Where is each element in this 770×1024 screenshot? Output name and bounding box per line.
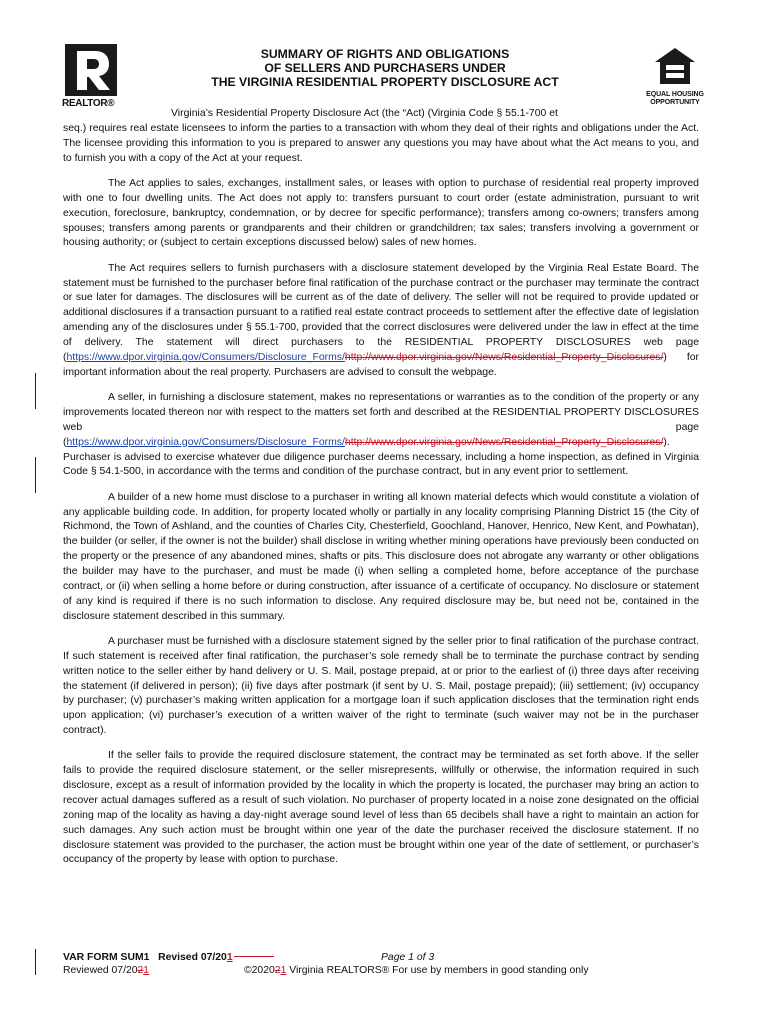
disclosure-forms-link[interactable]: https://www.dpor.virginia.gov/Consumers/Disclosure_Forms/ [66,351,345,363]
revision-change-bar [35,373,36,409]
realtor-label: REALTOR® [62,98,115,109]
paragraph-act-intro: Virginia’s Residential Property Disclosure Act (the “Act) (Virginia Code § 55.1-700 et seq.) requires real estate licensees to inform the parties to a transaction with whom they deal of their rights and obligations under the Act. The licensee providing this information to you is prepared to answer any questions you may have about what the Act means to you, and to furnish you with a copy of the Act at your request. [63,108,699,164]
equal-housing-text: EQUAL HOUSING OPPORTUNITY [646,91,704,106]
equal-housing-logo [645,46,705,107]
paragraph-act-applies: The Act applies to sales, exchanges, installment sales, or leases with option to purchase of residential real property improved with one to four dwelling units. The Act does not apply to: transfers pursuant to court order (estate administration, pursuant to writ execution, foreclosure, bankruptcy, condemnation, or by decree for specific performance); transfers among co-owners; transfers among spouses; transfers among parents or grandparents and their children or grandchildren; tax sales; transfers involving a government or housing authority; or (subject to certain exceptions discussed below) sales of new homes. [63,177,699,249]
copyright-notice: ©202021 Virginia REALTORS® For use by members in good standing only [244,965,589,976]
deleted-old-link: http://www.dpor.virginia.gov/News/Residential_Property_Disclosures/ [344,351,664,363]
house-equal-icon [653,46,697,86]
revision-underline [234,956,274,957]
paragraph-seller-warranties: A seller, in furnishing a disclosure statement, makes no representations or warranties as to the condition of the property or any improvements located thereon nor with respect to the matters set forth and described at the RESIDENTIAL PROPERTY DISCLOSURES web page (https://www.dpor.virginia.gov/Consumers/Disclosure_Forms/http://www.dpor.virginia.gov/News/Residential_Property_Disclosures/). Purchaser is advised to exercise whatever due diligence purchaser deems necessary, including a home inspection, as defined in Virginia Code § 54.1-500, in accordance with the terms and condition of the purchase contract, but in any event prior to settlement. [63,392,699,478]
revision-change-bar [35,457,36,493]
document-body [63,107,699,879]
document-title [170,47,600,89]
realtor-block-r-icon [65,44,117,96]
reviewed-date: Reviewed 07/2021 [63,965,150,976]
title-line-3: THE VIRGINIA RESIDENTIAL PROPERTY DISCLOSURE ACT [211,75,559,89]
title-line-1: SUMMARY OF RIGHTS AND OBLIGATIONS [260,47,510,61]
form-revision: VAR FORM SUM1 Revised 07/201 [63,951,274,964]
paragraph-purchaser-remedy: A purchaser must be furnished with a disclosure statement signed by the seller prior to final ratification of the purchase contract. If such statement is received after final ratification, the purchaser’s sole remedy shall be to terminate the purchase contract by sending written notice to the seller either by hand delivery or U. S. Mail, postage prepaid, at or prior to the earliest of (i) three days after receiving the statement (if delivered in person); (ii) five days after postmark (if sent by U. S. Mail, postage prepaid); (iii) settlement; (iv) occupancy by purchaser; (v) purchaser’s making written application for a mortgage loan if such application discloses that the termination right ends upon application; (vi) purchaser’s execution of a written waiver of the right to terminate (such waiver may not be in the purchaser contract). [63,635,699,737]
title-line-2: OF SELLERS AND PURCHASERS UNDER [264,61,506,75]
disclosure-forms-link[interactable]: https://www.dpor.virginia.gov/Consumers/Disclosure_Forms/ [66,436,345,448]
paragraph-seller-failure: If the seller fails to provide the required disclosure statement, the contract may be terminated as set forth above. If the seller fails to provide the required disclosure statement, or the seller misrepresents, willfully or otherwise, the information required in such disclosure, except as a result of information provided by the locality in which the property is located, the purchaser may bring an action to recover actual damages suffered as a result of such violation. No purchaser of property located in a noise zone designated on the official zoning map of the locality as having a day-night average sound level of less than 65 decibels shall have a right to maintain an action for such damages. Any such action must be brought within one year of the date the purchaser received the disclosure statement. If no disclosure statement was provided to the purchaser, the action must be brought within one year of the date of settlement, or purchaser’s occupancy of the property by lease with option to purchase. [63,750,699,866]
revision-change-bar [35,949,36,975]
form-id: VAR FORM SUM1 [63,952,150,963]
page-number: Page 1 of 3 [381,952,435,963]
realtor-logo [62,44,124,109]
deleted-old-link: http://www.dpor.virginia.gov/News/Residential_Property_Disclosures/ [344,436,664,448]
paragraph-builder-disclosure: A builder of a new home must disclose to a purchaser in writing all known material defects which would constitute a violation of any applicable building code. In addition, for property located wholly or partially in any locality comprising Planning District 15 (the City of Richmond, the Town of Ashland, and the counties of Charles City, Chesterfield, Goochland, Hanover, Henrico, New Kent, and Powhatan), the builder (or seller, if the owner is not the builder) shall disclose in writing whether mining operations have previously been conducted on the property or the presence of any abandoned mines, shafts or pits. This disclosure does not abrogate any warranty or other obligations the builder may have to the purchaser, and must be made (i) when selling a completed home, before acceptance of the purchase contract, or (ii) when selling a home before or during construction, after issuance of a certificate of occupancy. No disclosure or statement of any kind is required if there is no such information to disclose. Any required disclosure may be, but need not be, contained in the disclosure statement described in this summary. [63,491,699,622]
paragraph-seller-requirements: The Act requires sellers to furnish purchasers with a disclosure statement developed by the Virginia Real Estate Board. The statement must be furnished to the purchaser before final ratification of the purchase contract or the purchaser may terminate the contract or sue later for damages. The disclosures will be current as of the date of delivery. The seller will not be required to provide updated or additional disclosures if a transaction pursuant to a ratified real estate contract proceeds to settlement after the effective date of legislation amending any of the disclosures under § 55.1-700, provided that the correct disclosures were delivered under the law in effect at the time of delivery. The statement will direct purchasers to the RESIDENTIAL PROPERTY DISCLOSURES web page (https://www.dpor.virginia.gov/Consumers/Disclosure_Forms/http://www.dpor.virginia.gov/News/Residential_Property_Disclosures/) for important information about the real property. Purchasers are advised to consult the webpage. [63,262,699,378]
